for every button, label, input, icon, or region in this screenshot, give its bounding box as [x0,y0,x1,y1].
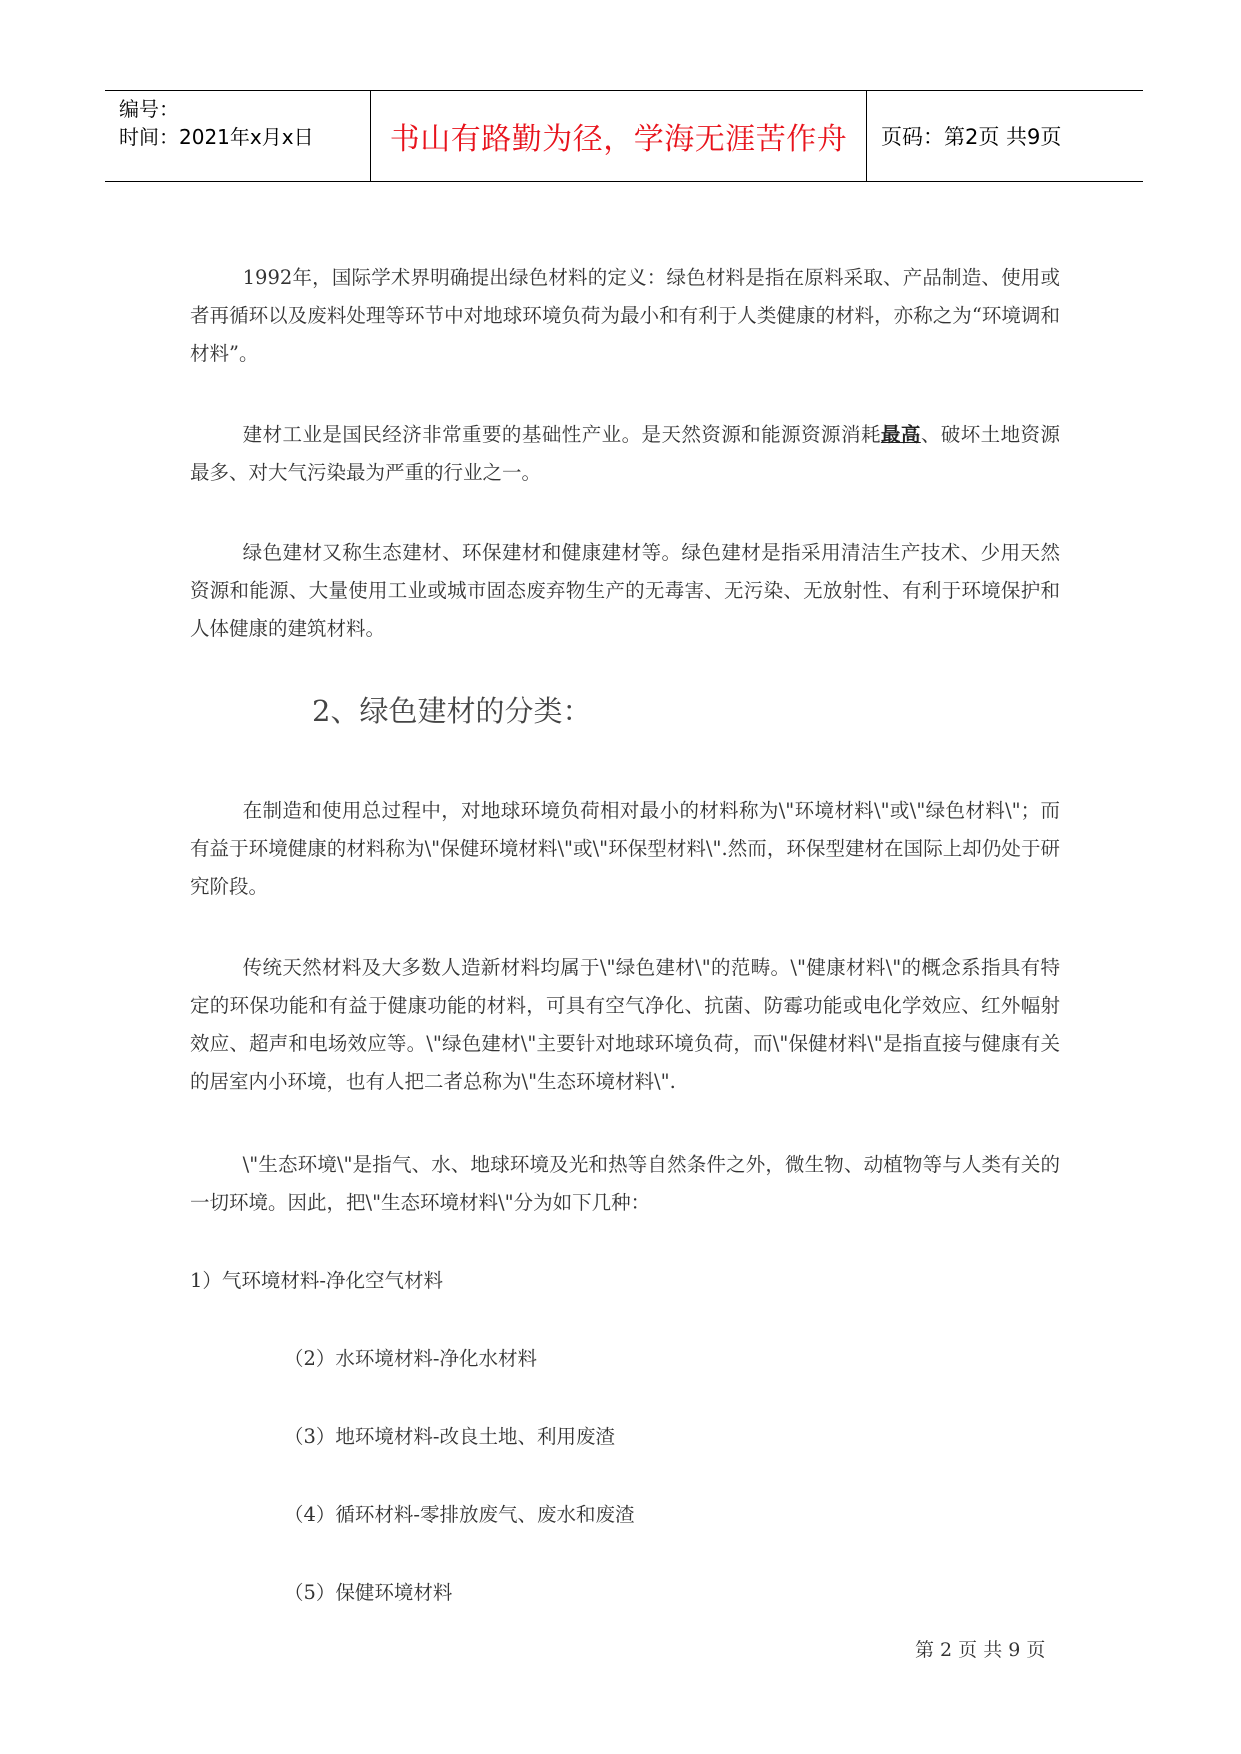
paragraph-industry [190,416,1060,492]
paragraph-definition: 1992年，国际学术界明确提出绿色材料的定义：绿色材料是指在原料采取、产品制造、使用或者再循环以及废料处理等环节中对地球环境负荷为最小和有利于人类健康的材料，亦称之为“环境调和材料”。 [190,266,1060,365]
paragraph-health-materials: 传统天然材料及大多数人造新材料均属于\"绿色建材\"的范畴。\"健康材料\"的概念系指具有特定的环保功能和有益于健康功能的材料，可具有空气净化、抗菌、防霉功能或电化学效应、红外幅射效应、超声和电场效应等。\"绿色建材\"主要针对地球环境负荷，而\"保健材料\"是指直接与健康有关的居室内小环境，也有人把二者总称为\"生态环境材料\". [190,956,1060,1093]
paragraph-green-materials: 绿色建材又称生态建材、环保建材和健康建材等。绿色建材是指采用清洁生产技术、少用天然资源和能源、大量使用工业或城市固态废弃物生产的无毒害、无污染、无放射性、有利于环境保护和人体健康的建筑材料。 [190,541,1060,640]
header-meta-cell [105,91,371,181]
list-item: （4）循环材料-零排放废气、废水和废渣 [284,1503,635,1526]
section-heading-classification: 2、绿色建材的分类： [312,694,592,728]
paragraph-environment-materials: 在制造和使用总过程中，对地球环境负荷相对最小的材料称为\"环境材料\"或\"绿色材料\"；而有益于环境健康的材料称为\"保健环境材料\"或\"环保型材料\".然而，环保型建材在国际上却仍处于研究阶段。 [190,799,1060,898]
page-footer-number: 第 2 页 共 9 页 [915,1639,1046,1661]
list-item: （2）水环境材料-净化水材料 [284,1347,537,1370]
time-label: 时间：2021年x月x日 [119,125,314,149]
serial-number-label: 编号： [119,97,179,121]
emphasis-highest: 最高 [880,423,921,446]
paragraph-ecological-environment: \"生态环境\"是指气、水、地球环境及光和热等自然条件之外，微生物、动植物等与人类有关的一切环境。因此，把\"生态环境材料\"分为如下几种： [190,1153,1060,1214]
paragraph-industry-text-1: 建材工业是国民经济非常重要的基础性产业。是天然资源和能源资源消耗 [242,423,881,446]
header-motto: 书山有路勤为径，学海无涯苦作舟 [371,91,867,181]
list-item: 1）气环境材料-净化空气材料 [190,1269,443,1292]
list-item: （5）保健环境材料 [284,1581,453,1604]
paragraph-industry-text-2: 、破坏土地资源最多、对大气污染最为严重的行业之一。 [190,423,1060,484]
page-header [105,90,1143,182]
header-page-info: 页码：第2页 共9页 [881,125,1062,149]
list-item: （3）地环境材料-改良土地、利用废渣 [284,1425,615,1448]
